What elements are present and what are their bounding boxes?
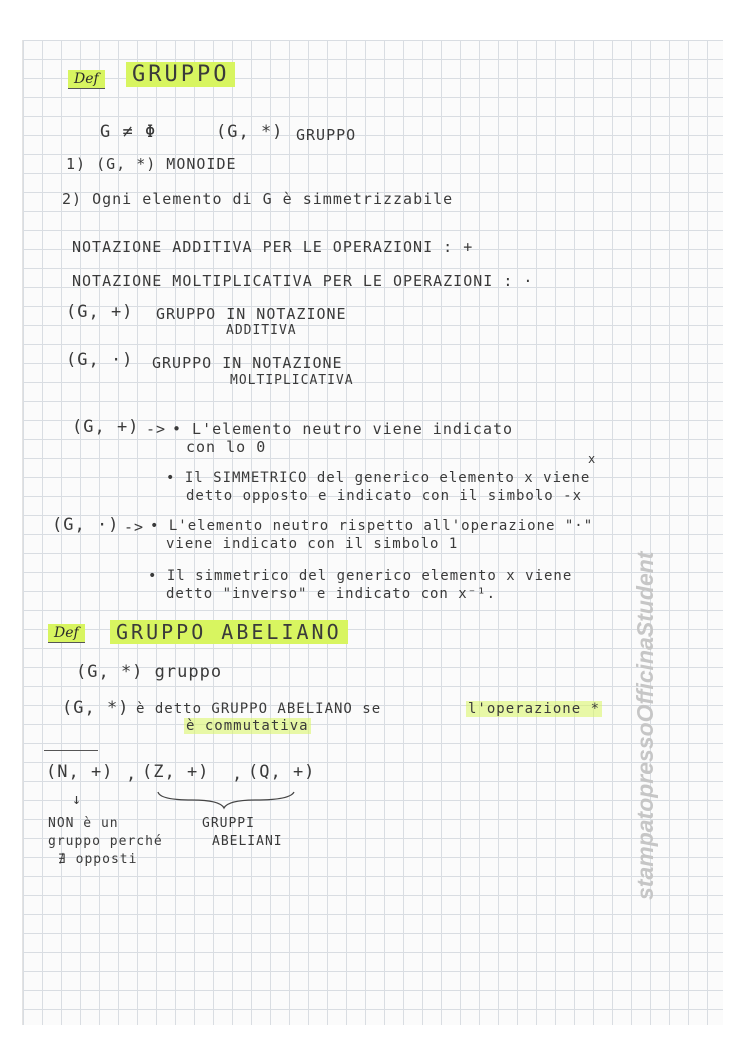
- additive-notation: NOTAZIONE ADDITIVA PER LE OPERAZIONI : +: [72, 238, 474, 256]
- x-mark: x: [588, 452, 597, 466]
- condition-1: 1) (G, *) MONOIDE: [66, 155, 237, 173]
- plus-group-line1: GRUPPO IN NOTAZIONE: [156, 305, 347, 323]
- plus-detail-pair: (G, +): [72, 417, 140, 437]
- groups-label-2: ABELIANI: [212, 834, 283, 849]
- abelian-group-line: (G, *) gruppo: [76, 662, 223, 682]
- section-title-gruppo-abeliano: GRUPPO ABELIANO: [110, 620, 348, 644]
- dot-neutral-2: viene indicato con il simbolo 1: [166, 536, 459, 552]
- example-n: (N, +): [46, 762, 114, 782]
- abelian-text-b: l'operazione *: [468, 701, 601, 717]
- section-title-gruppo: GRUPPO: [126, 62, 235, 87]
- down-arrow: ↓: [72, 790, 83, 808]
- watermark: stampatopressoOfficinaStudent: [632, 551, 658, 900]
- dot-group-line2: MOLTIPLICATIVA: [230, 373, 354, 388]
- brace-icon: [156, 790, 296, 810]
- arrow: ->: [146, 420, 167, 438]
- plus-sym-2: detto opposto e indicato con il simbolo -x: [186, 488, 583, 504]
- separator: ,: [232, 764, 244, 784]
- dot-group-line1: GRUPPO IN NOTAZIONE: [152, 354, 343, 372]
- abelian-text-c: è commutativa: [186, 718, 309, 734]
- dot-detail-pair: (G, ·): [52, 515, 120, 535]
- dot-group-pair: (G, ·): [66, 350, 134, 370]
- n-note-3: ∄ opposti: [58, 852, 138, 867]
- example-q: (Q, +): [248, 762, 316, 782]
- n-note-1: NON è un: [48, 816, 119, 831]
- plus-neutral-2: con lo 0: [186, 438, 267, 456]
- overline: [44, 750, 98, 751]
- group-word: GRUPPO: [296, 126, 357, 144]
- multiplicative-notation: NOTAZIONE MOLTIPLICATIVA PER LE OPERAZIONI : ·: [72, 272, 534, 290]
- separator: ,: [126, 764, 138, 784]
- plus-group-pair: (G, +): [66, 302, 134, 322]
- arrow: ->: [124, 518, 145, 536]
- condition-2: 2) Ogni elemento di G è simmetrizzabile: [62, 190, 454, 208]
- plus-sym-1: • Il SIMMETRICO del generico elemento x viene: [166, 470, 591, 486]
- plus-group-line2: ADDITIVA: [226, 323, 297, 338]
- plus-neutral-1: • L'elemento neutro viene indicato: [172, 420, 514, 438]
- abelian-text-a: è detto GRUPPO ABELIANO se: [136, 701, 382, 717]
- set-nonempty: G ≠ Φ: [100, 122, 157, 142]
- n-note-2: gruppo perché: [48, 834, 163, 849]
- example-z: (Z, +): [142, 762, 210, 782]
- dot-neutral-1: • L'elemento neutro rispetto all'operazione "·": [150, 518, 594, 534]
- group-pair: (G, *): [216, 122, 284, 142]
- groups-label-1: GRUPPI: [202, 816, 255, 831]
- dot-sym-2: detto "inverso" e indicato con x⁻¹.: [166, 586, 497, 602]
- def-label: Def: [48, 624, 85, 643]
- abelian-pair: (G, *): [62, 698, 130, 718]
- dot-sym-1: • Il simmetrico del generico elemento x viene: [148, 568, 573, 584]
- def-label: Def: [68, 70, 105, 89]
